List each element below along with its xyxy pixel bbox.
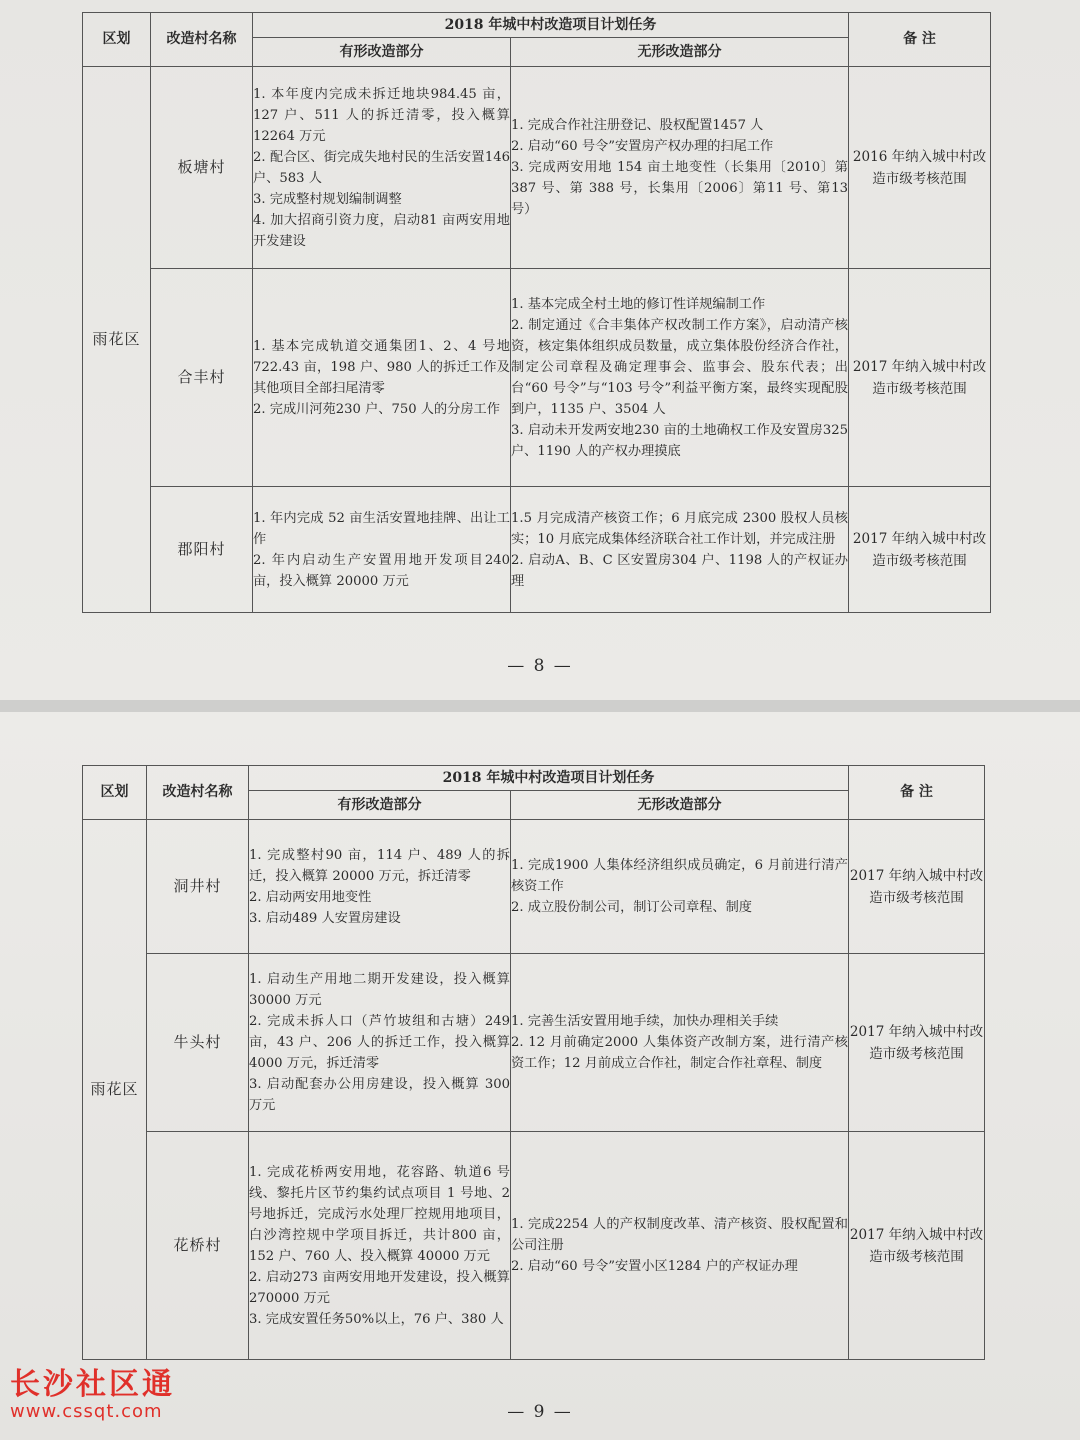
page-gap: [0, 700, 1080, 712]
header-note: 备 注: [849, 766, 985, 820]
intangible-cell: [511, 820, 849, 954]
plan-table-page-9: [82, 765, 985, 1360]
table-title: 2018 年城中村改造项目计划任务: [253, 13, 849, 38]
plan-table-page-8: [82, 12, 991, 613]
task-item: 3. 启动489 人安置房建设: [249, 910, 401, 926]
table-row: [83, 820, 985, 954]
task-item: 1. 完成整村90 亩，114 户、489 人的拆迁，投入概算 20000 万元，拆迁清零: [249, 847, 510, 884]
header-district: 区划: [83, 13, 151, 67]
note-cell: 2017 年纳入城中村改造市级考核范围: [849, 820, 985, 954]
header-district: 区划: [83, 766, 147, 820]
site-logo: [10, 1368, 175, 1422]
task-item: 1. 完成花桥两安用地，花容路、轨道6 号线、黎托片区节约集约试点项目 1 号地、2 号地拆迁，完成污水处理厂控规用地项目，白沙湾控规中学项目拆迁，共计800 亩，152 户、760 人、投入概算 40000 万元: [249, 1164, 510, 1264]
task-item: 2. 配合区、街完成失地村民的生活安置146 户、583 人: [253, 149, 510, 186]
page-number: — 9 —: [507, 1402, 573, 1422]
task-item: 3. 启动未开发两安地230 亩的土地确权工作及安置房325 户、1190 人的产权办理摸底: [511, 422, 848, 459]
note-cell: 2016 年纳入城中村改造市级考核范围: [849, 67, 991, 269]
note-cell: 2017 年纳入城中村改造市级考核范围: [849, 269, 991, 487]
table-row: [83, 487, 991, 613]
tangible-cell: [249, 954, 511, 1132]
tangible-cell: [253, 487, 511, 613]
district-cell: 雨花区: [83, 67, 151, 613]
table-row: [83, 954, 985, 1132]
header-tangible: 有形改造部分: [249, 791, 511, 820]
task-item: 1. 完成1900 人集体经济组织成员确定，6 月前进行清产核资工作: [511, 858, 848, 894]
district-cell: 雨花区: [83, 820, 147, 1360]
village-name: 花桥村: [147, 1132, 249, 1360]
header-village: 改造村名称: [147, 766, 249, 820]
task-item: 1. 启动生产用地二期开发建设，投入概算 30000 万元: [249, 972, 510, 1008]
intangible-cell: [511, 269, 849, 487]
village-name: 合丰村: [151, 269, 253, 487]
task-item: 2. 制定通过《合丰集体产权改制工作方案》，启动清产核资，核定集体组织成员数量，成立集体股份经济合作社，制定公司章程及确定理事会、监事会、股东代表；出台“60 号令”与“103 号令”利益平衡方案，最终实现配股到户，1135 户、3504 人: [511, 317, 848, 417]
table-row: [83, 269, 991, 487]
task-item: 1. 完成合作社注册登记、股权配置1457 人: [511, 118, 764, 133]
task-item: 2. 完成未拆人口（芦竹坡组和古塘）249 亩，43 户、206 人的拆迁工作，投入概算4000 万元，拆迁清零: [249, 1014, 510, 1071]
note-cell: 2017 年纳入城中村改造市级考核范围: [849, 1132, 985, 1360]
header-village: 改造村名称: [151, 13, 253, 67]
tangible-cell: [253, 67, 511, 269]
task-item: 1. 完成2254 人的产权制度改革、清产核资、股权配置和公司注册: [511, 1217, 848, 1253]
task-item: 2. 启动273 亩两安用地开发建设，投入概算 270000 万元: [249, 1269, 510, 1306]
logo-name: 长沙社区通: [10, 1367, 175, 1402]
task-item: 1. 基本完成全村土地的修订性详规编制工作: [511, 296, 766, 312]
task-item: 2. 启动两安用地变性: [249, 889, 372, 905]
task-item: 2. 年内启动生产安置用地开发项目240 亩，投入概算 20000 万元: [253, 552, 510, 589]
intangible-cell: [511, 487, 849, 613]
header-intangible: 无形改造部分: [511, 38, 849, 67]
village-name: 牛头村: [147, 954, 249, 1132]
header-tangible: 有形改造部分: [253, 38, 511, 67]
task-item: 1. 完善生活安置用地手续，加快办理相关手续: [511, 1014, 779, 1029]
task-item: 3. 完成整村规划编制调整: [253, 191, 402, 207]
header-note: 备 注: [849, 13, 991, 67]
task-item: 2. 启动“60 号令”安置房产权办理的扫尾工作: [511, 139, 774, 154]
task-item: 1.5 月完成清产核资工作；6 月底完成 2300 股权人员核实；10 月底完成集体经济联合社工作计划，并完成注册: [511, 510, 848, 547]
table-title: 2018 年城中村改造项目计划任务: [249, 766, 849, 791]
logo-url: www.cssqt.com: [10, 1401, 163, 1422]
task-item: 1. 年内完成 52 亩生活安置地挂牌、出让工作: [253, 510, 510, 547]
task-item: 3. 启动配套办公用房建设，投入概算 300 万元: [249, 1077, 510, 1113]
task-item: 2. 成立股份制公司，制订公司章程、制度: [511, 900, 752, 915]
table-row: [83, 1132, 985, 1360]
header-intangible: 无形改造部分: [511, 791, 849, 820]
page-8: [0, 0, 1080, 700]
tangible-cell: [249, 820, 511, 954]
task-item: 1. 基本完成轨道交通集团1、2、4 号地722.43 亩，198 户、980 人的拆迁工作及其他项目全部扫尾清零: [253, 338, 510, 396]
tangible-cell: [249, 1132, 511, 1360]
task-item: 3. 完成安置任务50%以上，76 户、380 人: [249, 1311, 504, 1327]
intangible-cell: [511, 954, 849, 1132]
intangible-cell: [511, 1132, 849, 1360]
note-cell: 2017 年纳入城中村改造市级考核范围: [849, 487, 991, 613]
task-item: 2. 完成川河苑230 户、750 人的分房工作: [253, 401, 500, 417]
page-number: — 8 —: [507, 656, 573, 676]
task-item: 4. 加大招商引资力度，启动81 亩两安用地开发建设: [253, 212, 510, 249]
intangible-cell: [511, 67, 849, 269]
note-cell: 2017 年纳入城中村改造市级考核范围: [849, 954, 985, 1132]
task-item: 2. 启动A、B、C 区安置房304 户、1198 人的产权证办理: [511, 552, 848, 589]
tangible-cell: [253, 269, 511, 487]
task-item: 2. 启动“60 号令”安置小区1284 户的产权证办理: [511, 1259, 798, 1274]
task-item: 3. 完成两安用地 154 亩土地变性（长集用〔2010〕第 387 号、第 388 号，长集用〔2006〕第11 号、第13 号）: [511, 160, 848, 217]
village-name: 洞井村: [147, 820, 249, 954]
task-item: 1. 本年度内完成未拆迁地块984.45 亩，127 户、511 人的拆迁清零，投入概算12264 万元: [253, 86, 510, 144]
village-name: 郡阳村: [151, 487, 253, 613]
table-row: [83, 67, 991, 269]
task-item: 2. 12 月前确定2000 人集体资产改制方案，进行清产核资工作；12 月前成立合作社，制定合作社章程、制度: [511, 1035, 848, 1071]
village-name: 板塘村: [151, 67, 253, 269]
